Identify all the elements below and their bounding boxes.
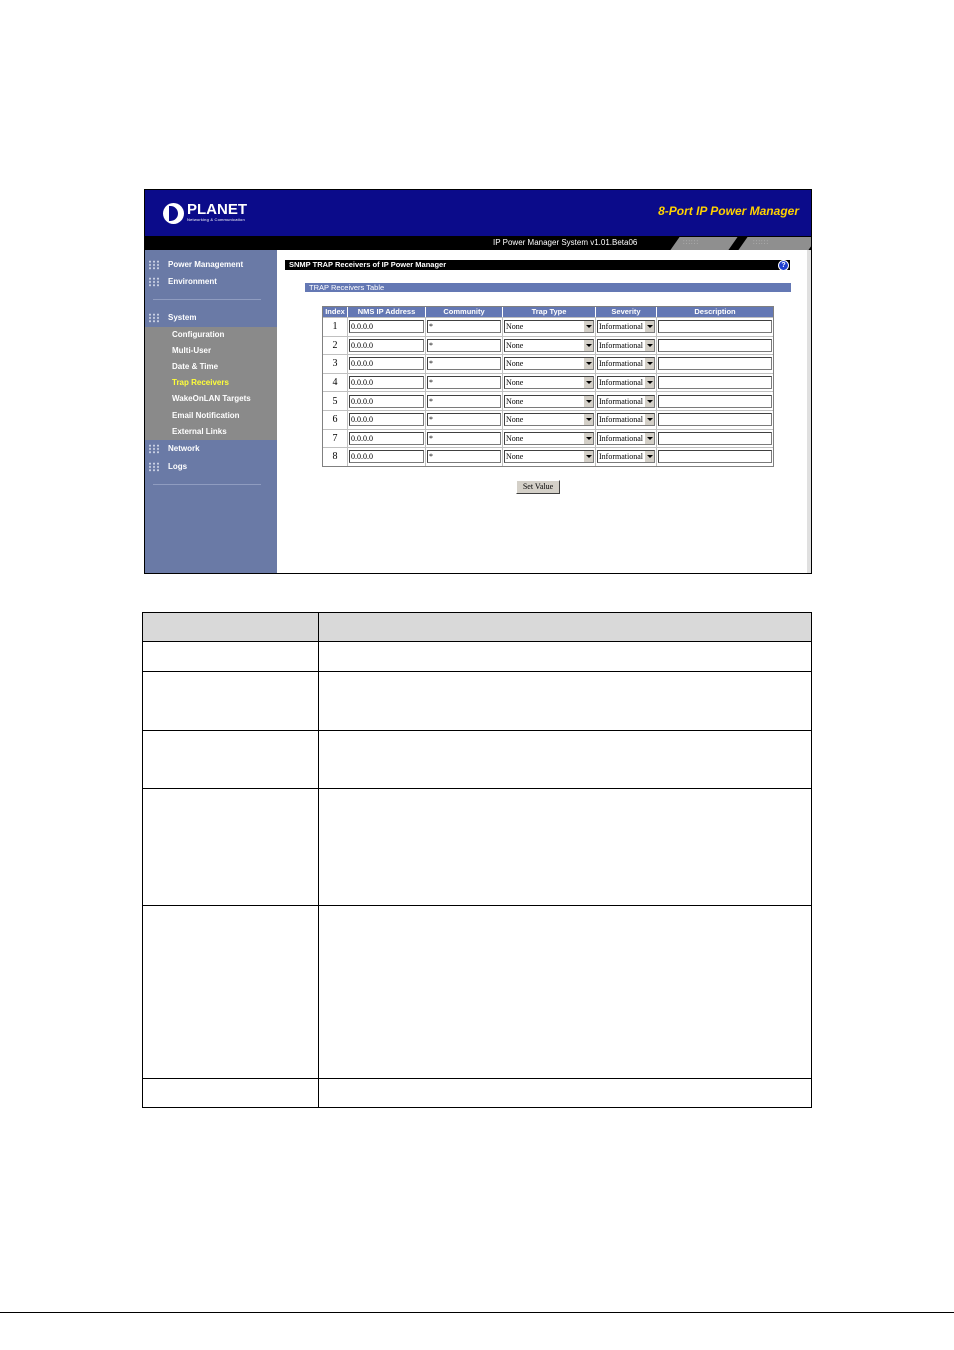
column-header-description: Description (657, 307, 773, 317)
submenu-item-email-notification[interactable]: Email Notification (172, 411, 240, 420)
trap-type-select[interactable] (504, 339, 594, 352)
nms-ip-input[interactable]: 0.0.0.0 (349, 357, 424, 370)
table-cell (319, 642, 812, 672)
table-cell (143, 1079, 319, 1108)
sidebar-item-system[interactable] (145, 310, 277, 326)
header-tab-1[interactable] (670, 237, 737, 250)
tab-dots-icon: :::::: (683, 240, 700, 246)
table-row (143, 672, 812, 731)
ui-screenshot (144, 189, 812, 574)
row-index: 4 (323, 374, 348, 392)
severity-value: Informational (599, 396, 643, 406)
trap-type-value: None (506, 359, 524, 369)
page-title-bar (285, 260, 790, 270)
table-row (143, 789, 812, 906)
chevron-down-icon[interactable] (583, 358, 593, 369)
sidebar-item-label: Network (168, 444, 200, 453)
section-title: TRAP Receivers Table (309, 283, 385, 292)
trap-type-select[interactable] (504, 413, 594, 426)
severity-select[interactable] (597, 450, 655, 463)
description-input[interactable] (658, 357, 772, 370)
submenu-item-configuration[interactable]: Configuration (172, 330, 225, 339)
menu-dots-icon (148, 313, 161, 323)
row-index: 8 (323, 448, 348, 466)
nms-ip-input[interactable]: 0.0.0.0 (349, 432, 424, 445)
chevron-down-icon[interactable] (644, 377, 654, 388)
table-cell (143, 789, 319, 906)
submenu-item-date-time[interactable]: Date & Time (172, 362, 219, 371)
row-index: 5 (323, 392, 348, 410)
trap-type-value: None (506, 340, 524, 350)
table-cell (319, 906, 812, 1079)
table-row (323, 391, 773, 410)
submenu-item-trap-receivers[interactable]: Trap Receivers (172, 378, 229, 387)
sidebar-item-environment[interactable] (145, 274, 277, 290)
chevron-down-icon[interactable] (644, 451, 654, 462)
severity-select[interactable] (597, 357, 655, 370)
community-input[interactable]: * (427, 339, 501, 352)
table-row (143, 642, 812, 672)
menu-dots-icon (148, 277, 161, 287)
page-title: SNMP TRAP Receivers of IP Power Manager (289, 260, 447, 269)
sidebar-divider (153, 299, 261, 300)
table-cell (319, 789, 812, 906)
set-value-button[interactable]: Set Value (516, 480, 560, 494)
sidebar-item-label: Power Management (168, 260, 244, 269)
description-input[interactable] (658, 432, 772, 445)
column-header-severity: Severity (596, 307, 657, 317)
description-input[interactable] (658, 413, 772, 426)
table-row (323, 410, 773, 429)
nms-ip-input[interactable]: 0.0.0.0 (349, 376, 424, 389)
table-cell (143, 613, 319, 642)
severity-select[interactable] (597, 413, 655, 426)
chevron-down-icon[interactable] (644, 433, 654, 444)
chevron-down-icon[interactable] (583, 396, 593, 407)
table-cell (143, 731, 319, 789)
trap-type-select[interactable] (504, 376, 594, 389)
table-row (323, 447, 773, 466)
table-cell (319, 613, 812, 642)
table-row (143, 1079, 812, 1108)
table-cell (143, 672, 319, 731)
row-index: 3 (323, 355, 348, 373)
description-input[interactable] (658, 395, 772, 408)
table-row (143, 906, 812, 1079)
table-row (323, 336, 773, 355)
community-input[interactable]: * (427, 376, 501, 389)
table-row (323, 317, 773, 336)
chevron-down-icon[interactable] (644, 396, 654, 407)
sidebar-divider (153, 484, 261, 485)
column-header-community: Community (426, 307, 503, 317)
version-bar (145, 236, 811, 250)
section-title-bar (305, 283, 791, 292)
planet-logo (163, 202, 247, 226)
severity-select[interactable] (597, 339, 655, 352)
help-icon[interactable]: ? (778, 260, 789, 271)
chevron-down-icon[interactable] (583, 340, 593, 351)
nms-ip-input[interactable]: 0.0.0.0 (349, 395, 424, 408)
sidebar (145, 250, 277, 573)
table-cell (143, 642, 319, 672)
header-banner (145, 190, 811, 236)
row-index: 1 (323, 318, 348, 336)
severity-value: Informational (599, 340, 643, 350)
severity-value: Informational (599, 415, 643, 425)
version-text: IP Power Manager System v1.01.Beta06 (493, 238, 638, 247)
submenu-item-external-links[interactable]: External Links (172, 427, 227, 436)
community-input[interactable]: * (427, 320, 501, 333)
sidebar-item-label: System (168, 313, 197, 322)
column-header-nms-ip: NMS IP Address (348, 307, 426, 317)
column-header-trap-type: Trap Type (503, 307, 596, 317)
menu-dots-icon (148, 260, 161, 270)
description-input[interactable] (658, 376, 772, 389)
description-input[interactable] (658, 450, 772, 463)
main-content (277, 250, 811, 573)
description-input[interactable] (658, 320, 772, 333)
sidebar-item-logs[interactable] (145, 459, 277, 475)
table-row (323, 354, 773, 373)
table-row (143, 731, 812, 789)
table-cell (143, 906, 319, 1079)
trap-type-select[interactable] (504, 432, 594, 445)
chevron-down-icon[interactable] (583, 433, 593, 444)
trap-type-value: None (506, 415, 524, 425)
nms-ip-input[interactable]: 0.0.0.0 (349, 320, 424, 333)
table-cell (319, 1079, 812, 1108)
table-row (323, 429, 773, 448)
nms-ip-input[interactable]: 0.0.0.0 (349, 413, 424, 426)
community-input[interactable]: * (427, 413, 501, 426)
footer-rule (0, 1312, 954, 1313)
nms-ip-input[interactable]: 0.0.0.0 (349, 339, 424, 352)
submenu-item-wakeonlan-targets[interactable]: WakeOnLAN Targets (172, 394, 251, 403)
severity-select[interactable] (597, 395, 655, 408)
severity-select[interactable] (597, 376, 655, 389)
community-input[interactable]: * (427, 450, 501, 463)
trap-type-value: None (506, 396, 524, 406)
severity-value: Informational (599, 359, 643, 369)
scrollbar[interactable] (807, 250, 811, 573)
submenu-item-multi-user[interactable]: Multi-User (172, 346, 212, 355)
system-submenu (145, 327, 277, 440)
chevron-down-icon[interactable] (644, 358, 654, 369)
chevron-down-icon[interactable] (583, 451, 593, 462)
menu-dots-icon (148, 444, 161, 454)
table-header (323, 307, 773, 317)
sidebar-item-network[interactable] (145, 441, 277, 457)
logo-subtitle: Networking & Communication (187, 217, 245, 222)
severity-value: Informational (599, 378, 643, 388)
trap-type-select[interactable] (504, 450, 594, 463)
column-header-index: Index (323, 307, 348, 317)
chevron-down-icon[interactable] (583, 414, 593, 425)
severity-value: Informational (599, 452, 643, 462)
chevron-down-icon[interactable] (644, 414, 654, 425)
sidebar-item-label: Logs (168, 462, 188, 471)
product-name: 8-Port IP Power Manager (658, 204, 799, 218)
tab-dots-icon: :::::: (753, 240, 770, 246)
sidebar-item-power-management[interactable] (145, 257, 277, 273)
table-row (323, 373, 773, 392)
description-table (142, 612, 812, 1108)
trap-type-value: None (506, 433, 524, 443)
table-cell (319, 672, 812, 731)
header-tab-2[interactable] (738, 237, 812, 250)
menu-dots-icon (148, 462, 161, 472)
severity-select[interactable] (597, 320, 655, 333)
description-input[interactable] (658, 339, 772, 352)
trap-type-value: None (506, 322, 524, 332)
row-index: 2 (323, 337, 348, 355)
chevron-down-icon[interactable] (644, 340, 654, 351)
logo-text: PLANET (187, 201, 247, 218)
trap-type-value: None (506, 452, 524, 462)
row-index: 7 (323, 430, 348, 448)
community-input[interactable]: * (427, 357, 501, 370)
trap-receivers-table (322, 306, 774, 467)
nms-ip-input[interactable]: 0.0.0.0 (349, 450, 424, 463)
sidebar-item-label: Environment (168, 277, 217, 286)
chevron-down-icon[interactable] (583, 377, 593, 388)
severity-value: Informational (599, 322, 643, 332)
trap-type-select[interactable] (504, 320, 594, 333)
severity-value: Informational (599, 433, 643, 443)
community-input[interactable]: * (427, 395, 501, 408)
chevron-down-icon[interactable] (583, 321, 593, 332)
chevron-down-icon[interactable] (644, 321, 654, 332)
trap-type-select[interactable] (504, 395, 594, 408)
table-header-row (143, 613, 812, 642)
trap-type-value: None (506, 378, 524, 388)
row-index: 6 (323, 411, 348, 429)
table-cell (319, 731, 812, 789)
community-input[interactable]: * (427, 432, 501, 445)
trap-type-select[interactable] (504, 357, 594, 370)
severity-select[interactable] (597, 432, 655, 445)
planet-logo-icon (163, 203, 184, 224)
